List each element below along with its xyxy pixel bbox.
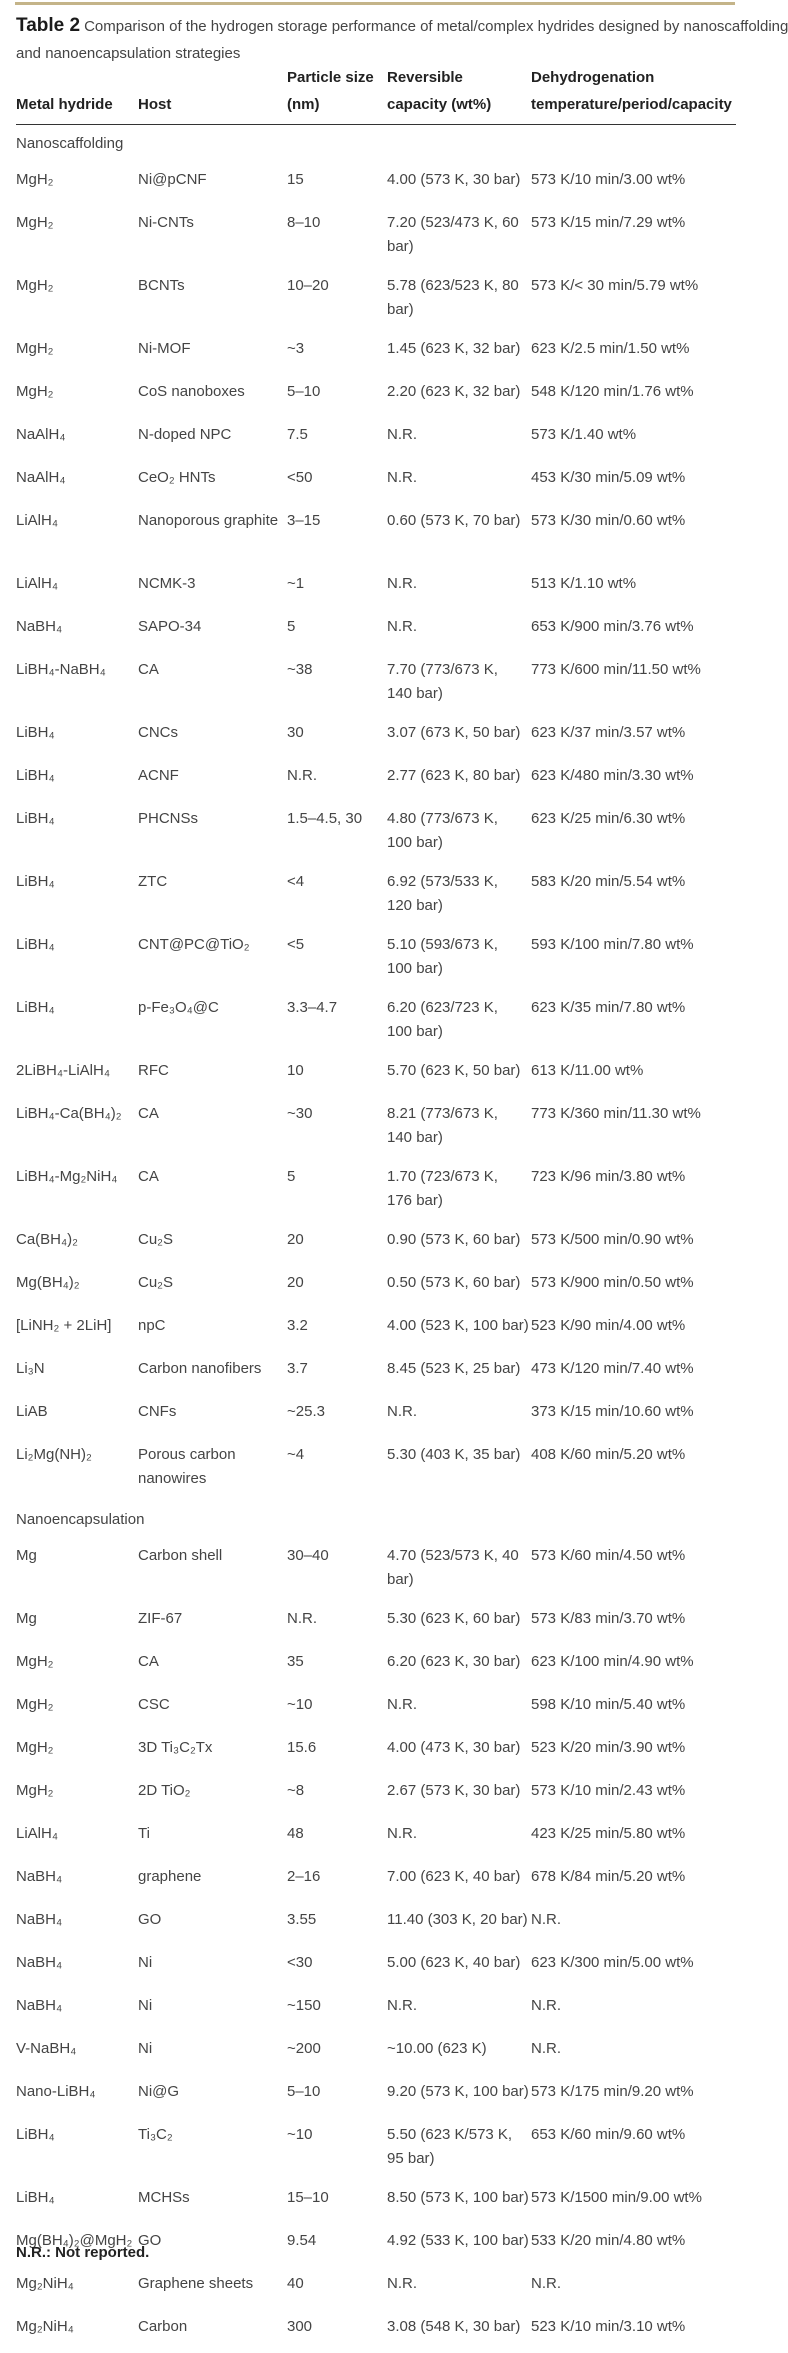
table-row [16, 375, 736, 418]
cell-dehydrogenation: 678 K/84 min/5.20 wt% [531, 1860, 736, 1903]
cell-reversible-capacity: 4.00 (523 K, 100 bar) [387, 1309, 531, 1352]
cell-metal-hydride: LiBH₄-Ca(BH₄)₂ [16, 1097, 138, 1160]
top-rule [15, 2, 735, 5]
table-row [16, 1989, 736, 2032]
table-row [16, 2267, 736, 2310]
cell-host: Carbon [138, 2310, 287, 2353]
cell-metal-hydride: LiAlH₄ [16, 1817, 138, 1860]
cell-particle-size: ~30 [287, 1097, 387, 1160]
cell-reversible-capacity: 2.20 (623 K, 32 bar) [387, 375, 531, 418]
cell-reversible-capacity: 5.00 (623 K, 40 bar) [387, 1946, 531, 1989]
caption-text-line2: and nanoencapsulation strategies [16, 40, 728, 67]
cell-host: CNCs [138, 716, 287, 759]
cell-host: CA [138, 1645, 287, 1688]
table-row [16, 865, 736, 928]
cell-reversible-capacity: 6.20 (623/723 K, 100 bar) [387, 991, 531, 1054]
cell-particle-size: 2–16 [287, 1860, 387, 1903]
cell-dehydrogenation: 573 K/60 min/4.50 wt% [531, 1539, 736, 1602]
cell-host: CA [138, 1160, 287, 1223]
header-metal-hydride: Metal hydride [16, 64, 138, 125]
cell-reversible-capacity: N.R. [387, 418, 531, 461]
cell-particle-size: 5 [287, 1160, 387, 1223]
cell-host: RFC [138, 1054, 287, 1097]
cell-reversible-capacity: 4.80 (773/673 K, 100 bar) [387, 802, 531, 865]
cell-dehydrogenation: 623 K/2.5 min/1.50 wt% [531, 332, 736, 375]
cell-particle-size: 8–10 [287, 206, 387, 269]
caption-text-line1: Comparison of the hydrogen storage performance of metal/complex hydrides designed by nanoscaffolding [84, 18, 788, 35]
cell-dehydrogenation: 573 K/30 min/0.60 wt% [531, 504, 736, 567]
table-row [16, 759, 736, 802]
cell-dehydrogenation: 513 K/1.10 wt% [531, 567, 736, 610]
cell-metal-hydride: MgH₂ [16, 1688, 138, 1731]
cell-metal-hydride: [LiNH₂ + 2LiH] [16, 1309, 138, 1352]
cell-dehydrogenation: 773 K/360 min/11.30 wt% [531, 1097, 736, 1160]
cell-host: CeO₂ HNTs [138, 461, 287, 504]
cell-reversible-capacity: 0.50 (573 K, 60 bar) [387, 1266, 531, 1309]
cell-reversible-capacity: 5.70 (623 K, 50 bar) [387, 1054, 531, 1097]
cell-host: Graphene sheets [138, 2267, 287, 2310]
cell-dehydrogenation: 653 K/60 min/9.60 wt% [531, 2118, 736, 2181]
cell-host: CA [138, 1097, 287, 1160]
table-row [16, 610, 736, 653]
table-row [16, 653, 736, 716]
cell-dehydrogenation: 408 K/60 min/5.20 wt% [531, 1438, 736, 1501]
cell-dehydrogenation: 533 K/20 min/4.80 wt% [531, 2224, 736, 2267]
cell-host: BCNTs [138, 269, 287, 332]
cell-reversible-capacity: 2.67 (573 K, 30 bar) [387, 1774, 531, 1817]
table-row [16, 1903, 736, 1946]
cell-dehydrogenation: 623 K/480 min/3.30 wt% [531, 759, 736, 802]
table-row [16, 1946, 736, 1989]
cell-dehydrogenation: 623 K/35 min/7.80 wt% [531, 991, 736, 1054]
cell-host: 3D Ti₃C₂Tx [138, 1731, 287, 1774]
cell-particle-size: 3–15 [287, 504, 387, 567]
cell-particle-size: <5 [287, 928, 387, 991]
cell-dehydrogenation: 548 K/120 min/1.76 wt% [531, 375, 736, 418]
cell-particle-size: 40 [287, 2267, 387, 2310]
cell-particle-size: <4 [287, 865, 387, 928]
cell-reversible-capacity: N.R. [387, 1989, 531, 2032]
table-body [16, 125, 736, 2353]
cell-dehydrogenation: 523 K/90 min/4.00 wt% [531, 1309, 736, 1352]
cell-dehydrogenation: 623 K/37 min/3.57 wt% [531, 716, 736, 759]
cell-metal-hydride: NaBH₄ [16, 610, 138, 653]
table-row [16, 1223, 736, 1266]
table-row [16, 991, 736, 1054]
cell-metal-hydride: Li₃N [16, 1352, 138, 1395]
cell-dehydrogenation: 573 K/175 min/9.20 wt% [531, 2075, 736, 2118]
cell-host: Cu₂S [138, 1223, 287, 1266]
cell-particle-size: 1.5–4.5, 30 [287, 802, 387, 865]
cell-dehydrogenation: 473 K/120 min/7.40 wt% [531, 1352, 736, 1395]
cell-reversible-capacity: N.R. [387, 461, 531, 504]
table-row [16, 206, 736, 269]
cell-metal-hydride: Ca(BH₄)₂ [16, 1223, 138, 1266]
cell-particle-size: 5–10 [287, 375, 387, 418]
cell-host: Ti₃C₂ [138, 2118, 287, 2181]
cell-particle-size: 35 [287, 1645, 387, 1688]
cell-particle-size: N.R. [287, 1602, 387, 1645]
cell-dehydrogenation: 523 K/10 min/3.10 wt% [531, 2310, 736, 2353]
cell-reversible-capacity: 6.92 (573/533 K, 120 bar) [387, 865, 531, 928]
cell-reversible-capacity: ~10.00 (623 K) [387, 2032, 531, 2075]
cell-particle-size: <30 [287, 1946, 387, 1989]
cell-reversible-capacity: 1.45 (623 K, 32 bar) [387, 332, 531, 375]
cell-metal-hydride: MgH₂ [16, 269, 138, 332]
cell-host: Cu₂S [138, 1266, 287, 1309]
cell-reversible-capacity: N.R. [387, 1395, 531, 1438]
cell-host: SAPO-34 [138, 610, 287, 653]
cell-host: Carbon shell [138, 1539, 287, 1602]
cell-reversible-capacity: 2.77 (623 K, 80 bar) [387, 759, 531, 802]
cell-host: ACNF [138, 759, 287, 802]
cell-reversible-capacity: N.R. [387, 610, 531, 653]
table-row [16, 1054, 736, 1097]
cell-metal-hydride: Mg₂NiH₄ [16, 2310, 138, 2353]
cell-metal-hydride: NaBH₄ [16, 1989, 138, 2032]
cell-host: Ni@pCNF [138, 163, 287, 206]
table-row [16, 1266, 736, 1309]
cell-host: Ni-MOF [138, 332, 287, 375]
cell-dehydrogenation: 573 K/15 min/7.29 wt% [531, 206, 736, 269]
cell-host: Ni [138, 1946, 287, 1989]
cell-metal-hydride: LiBH₄ [16, 2181, 138, 2224]
cell-metal-hydride: MgH₂ [16, 1774, 138, 1817]
cell-reversible-capacity: 9.20 (573 K, 100 bar) [387, 2075, 531, 2118]
table-row [16, 2118, 736, 2181]
cell-dehydrogenation: 573 K/< 30 min/5.79 wt% [531, 269, 736, 332]
table-row [16, 1860, 736, 1903]
cell-dehydrogenation: 453 K/30 min/5.09 wt% [531, 461, 736, 504]
cell-particle-size: ~25.3 [287, 1395, 387, 1438]
cell-metal-hydride: MgH₂ [16, 1731, 138, 1774]
cell-host: p-Fe₃O₄@C [138, 991, 287, 1054]
cell-host: Ni-CNTs [138, 206, 287, 269]
section-row [16, 1501, 736, 1539]
cell-particle-size: 20 [287, 1223, 387, 1266]
cell-reversible-capacity: N.R. [387, 2267, 531, 2310]
cell-metal-hydride: NaBH₄ [16, 1860, 138, 1903]
cell-metal-hydride: LiBH₄ [16, 991, 138, 1054]
cell-dehydrogenation: 583 K/20 min/5.54 wt% [531, 865, 736, 928]
table-row [16, 269, 736, 332]
cell-host: npC [138, 1309, 287, 1352]
table-row [16, 2181, 736, 2224]
table-row [16, 1539, 736, 1602]
table-row [16, 1352, 736, 1395]
cell-particle-size: 3.2 [287, 1309, 387, 1352]
cell-particle-size: 10–20 [287, 269, 387, 332]
cell-reversible-capacity: 7.20 (523/473 K, 60 bar) [387, 206, 531, 269]
cell-host: Ti [138, 1817, 287, 1860]
hydride-table [16, 64, 736, 2353]
cell-reversible-capacity: 5.50 (623 K/573 K, 95 bar) [387, 2118, 531, 2181]
cell-particle-size: 48 [287, 1817, 387, 1860]
header-particle-size: Particle size (nm) [287, 64, 387, 125]
cell-metal-hydride: Li₂Mg(NH)₂ [16, 1438, 138, 1501]
cell-particle-size: 3.7 [287, 1352, 387, 1395]
table-number: Table 2 [16, 15, 80, 36]
cell-dehydrogenation: 653 K/900 min/3.76 wt% [531, 610, 736, 653]
cell-particle-size: ~150 [287, 1989, 387, 2032]
cell-metal-hydride: MgH₂ [16, 163, 138, 206]
cell-particle-size: 15 [287, 163, 387, 206]
cell-dehydrogenation: 623 K/100 min/4.90 wt% [531, 1645, 736, 1688]
cell-reversible-capacity: 11.40 (303 K, 20 bar) [387, 1903, 531, 1946]
cell-reversible-capacity: 4.92 (533 K, 100 bar) [387, 2224, 531, 2267]
table-row [16, 504, 736, 567]
table-row [16, 2032, 736, 2075]
cell-particle-size: 9.54 [287, 2224, 387, 2267]
cell-particle-size: 5 [287, 610, 387, 653]
cell-metal-hydride: Nano-LiBH₄ [16, 2075, 138, 2118]
cell-metal-hydride: MgH₂ [16, 375, 138, 418]
cell-host: Carbon nanofibers [138, 1352, 287, 1395]
cell-dehydrogenation: 523 K/20 min/3.90 wt% [531, 1731, 736, 1774]
cell-metal-hydride: Mg(BH₄)₂ [16, 1266, 138, 1309]
table-row [16, 1817, 736, 1860]
cell-reversible-capacity: 1.70 (723/673 K, 176 bar) [387, 1160, 531, 1223]
cell-reversible-capacity: 6.20 (623 K, 30 bar) [387, 1645, 531, 1688]
cell-host: MCHSs [138, 2181, 287, 2224]
cell-host: Ni [138, 1989, 287, 2032]
cell-host: 2D TiO₂ [138, 1774, 287, 1817]
cell-particle-size: 20 [287, 1266, 387, 1309]
cell-metal-hydride: LiBH₄ [16, 802, 138, 865]
cell-metal-hydride: LiBH₄ [16, 2118, 138, 2181]
cell-host: N-doped NPC [138, 418, 287, 461]
cell-reversible-capacity: 8.21 (773/673 K, 140 bar) [387, 1097, 531, 1160]
cell-metal-hydride: NaBH₄ [16, 1903, 138, 1946]
cell-particle-size: 30 [287, 716, 387, 759]
cell-reversible-capacity: N.R. [387, 1688, 531, 1731]
table-row [16, 1645, 736, 1688]
cell-particle-size: ~10 [287, 2118, 387, 2181]
cell-metal-hydride: Mg(BH₄)₂@MgH₂ [16, 2224, 138, 2267]
header-dehydrogenation: Dehydrogenation temperature/period/capacity [531, 64, 736, 125]
cell-host: Ni [138, 2032, 287, 2075]
cell-host: CoS nanoboxes [138, 375, 287, 418]
cell-dehydrogenation: 593 K/100 min/7.80 wt% [531, 928, 736, 991]
cell-host: graphene [138, 1860, 287, 1903]
cell-dehydrogenation: 573 K/1.40 wt% [531, 418, 736, 461]
table-row [16, 1395, 736, 1438]
cell-particle-size: ~200 [287, 2032, 387, 2075]
cell-reversible-capacity: 3.08 (548 K, 30 bar) [387, 2310, 531, 2353]
cell-metal-hydride: LiAlH₄ [16, 504, 138, 567]
cell-metal-hydride: LiBH₄ [16, 865, 138, 928]
cell-host: GO [138, 2224, 287, 2267]
cell-metal-hydride: LiBH₄ [16, 928, 138, 991]
table-row [16, 1774, 736, 1817]
cell-host: CA [138, 653, 287, 716]
header-host: Host [138, 64, 287, 125]
cell-metal-hydride: V-NaBH₄ [16, 2032, 138, 2075]
table-row [16, 2310, 736, 2353]
cell-reversible-capacity: 0.60 (573 K, 70 bar) [387, 504, 531, 567]
cell-host: Porous carbon nanowires [138, 1438, 287, 1501]
cell-reversible-capacity: 5.30 (623 K, 60 bar) [387, 1602, 531, 1645]
table-row [16, 332, 736, 375]
cell-metal-hydride: MgH₂ [16, 1645, 138, 1688]
table-row [16, 461, 736, 504]
cell-particle-size: ~10 [287, 1688, 387, 1731]
cell-metal-hydride: LiBH₄-NaBH₄ [16, 653, 138, 716]
cell-particle-size: ~4 [287, 1438, 387, 1501]
cell-metal-hydride: LiBH₄-Mg₂NiH₄ [16, 1160, 138, 1223]
cell-metal-hydride: NaBH₄ [16, 1946, 138, 1989]
table-row [16, 1309, 736, 1352]
section-label: Nanoscaffolding [16, 125, 736, 164]
cell-reversible-capacity: 5.30 (403 K, 35 bar) [387, 1438, 531, 1501]
cell-dehydrogenation: 573 K/10 min/2.43 wt% [531, 1774, 736, 1817]
cell-host: CNFs [138, 1395, 287, 1438]
table-row [16, 163, 736, 206]
cell-reversible-capacity: 8.50 (573 K, 100 bar) [387, 2181, 531, 2224]
cell-dehydrogenation: 613 K/11.00 wt% [531, 1054, 736, 1097]
cell-particle-size: 15–10 [287, 2181, 387, 2224]
cell-reversible-capacity: 0.90 (573 K, 60 bar) [387, 1223, 531, 1266]
cell-reversible-capacity: 8.45 (523 K, 25 bar) [387, 1352, 531, 1395]
cell-particle-size: 3.55 [287, 1903, 387, 1946]
cell-dehydrogenation: 573 K/900 min/0.50 wt% [531, 1266, 736, 1309]
table-row [16, 1160, 736, 1223]
cell-dehydrogenation: N.R. [531, 1903, 736, 1946]
header-row [16, 64, 736, 125]
cell-metal-hydride: NaAlH₄ [16, 461, 138, 504]
cell-host: Nanoporous graphite [138, 504, 287, 567]
cell-particle-size: 7.5 [287, 418, 387, 461]
cell-dehydrogenation: 573 K/1500 min/9.00 wt% [531, 2181, 736, 2224]
cell-host: NCMK-3 [138, 567, 287, 610]
cell-dehydrogenation: 573 K/500 min/0.90 wt% [531, 1223, 736, 1266]
cell-dehydrogenation: 573 K/10 min/3.00 wt% [531, 163, 736, 206]
table-caption [16, 12, 728, 67]
cell-reversible-capacity: 7.70 (773/673 K, 140 bar) [387, 653, 531, 716]
header-reversible-capacity: Reversible capacity (wt%) [387, 64, 531, 125]
cell-reversible-capacity: 5.10 (593/673 K, 100 bar) [387, 928, 531, 991]
cell-reversible-capacity: 4.00 (473 K, 30 bar) [387, 1731, 531, 1774]
cell-reversible-capacity: 4.70 (523/573 K, 40 bar) [387, 1539, 531, 1602]
cell-metal-hydride: LiAB [16, 1395, 138, 1438]
footnote: N.R.: Not reported. [16, 2244, 149, 2261]
table-row [16, 567, 736, 610]
cell-metal-hydride: MgH₂ [16, 206, 138, 269]
cell-host: CNT@PC@TiO₂ [138, 928, 287, 991]
cell-reversible-capacity: 3.07 (673 K, 50 bar) [387, 716, 531, 759]
cell-metal-hydride: Mg [16, 1539, 138, 1602]
cell-particle-size: 15.6 [287, 1731, 387, 1774]
cell-dehydrogenation: N.R. [531, 2032, 736, 2075]
cell-dehydrogenation: N.R. [531, 2267, 736, 2310]
cell-dehydrogenation: N.R. [531, 1989, 736, 2032]
table-row [16, 1688, 736, 1731]
cell-metal-hydride: LiAlH₄ [16, 567, 138, 610]
cell-particle-size: 5–10 [287, 2075, 387, 2118]
cell-dehydrogenation: 623 K/25 min/6.30 wt% [531, 802, 736, 865]
cell-host: ZIF-67 [138, 1602, 287, 1645]
cell-metal-hydride: Mg₂NiH₄ [16, 2267, 138, 2310]
table-row [16, 716, 736, 759]
cell-particle-size: N.R. [287, 759, 387, 802]
cell-metal-hydride: 2LiBH₄-LiAlH₄ [16, 1054, 138, 1097]
table-row [16, 1438, 736, 1501]
cell-particle-size: 300 [287, 2310, 387, 2353]
table-row [16, 1602, 736, 1645]
cell-metal-hydride: NaAlH₄ [16, 418, 138, 461]
cell-dehydrogenation: 373 K/15 min/10.60 wt% [531, 1395, 736, 1438]
cell-metal-hydride: MgH₂ [16, 332, 138, 375]
cell-particle-size: ~1 [287, 567, 387, 610]
cell-host: ZTC [138, 865, 287, 928]
cell-metal-hydride: LiBH₄ [16, 716, 138, 759]
table-row [16, 2075, 736, 2118]
cell-metal-hydride: Mg [16, 1602, 138, 1645]
table-row [16, 1097, 736, 1160]
section-label: Nanoencapsulation [16, 1501, 736, 1539]
cell-particle-size: 30–40 [287, 1539, 387, 1602]
cell-particle-size: ~8 [287, 1774, 387, 1817]
cell-particle-size: 3.3–4.7 [287, 991, 387, 1054]
cell-dehydrogenation: 623 K/300 min/5.00 wt% [531, 1946, 736, 1989]
cell-dehydrogenation: 723 K/96 min/3.80 wt% [531, 1160, 736, 1223]
cell-reversible-capacity: 7.00 (623 K, 40 bar) [387, 1860, 531, 1903]
cell-reversible-capacity: N.R. [387, 1817, 531, 1860]
cell-particle-size: ~38 [287, 653, 387, 716]
cell-particle-size: <50 [287, 461, 387, 504]
cell-dehydrogenation: 598 K/10 min/5.40 wt% [531, 1688, 736, 1731]
cell-dehydrogenation: 573 K/83 min/3.70 wt% [531, 1602, 736, 1645]
cell-host: CSC [138, 1688, 287, 1731]
cell-host: PHCNSs [138, 802, 287, 865]
table-row [16, 1731, 736, 1774]
cell-metal-hydride: LiBH₄ [16, 759, 138, 802]
cell-dehydrogenation: 773 K/600 min/11.50 wt% [531, 653, 736, 716]
cell-host: GO [138, 1903, 287, 1946]
cell-reversible-capacity: 4.00 (573 K, 30 bar) [387, 163, 531, 206]
cell-particle-size: 10 [287, 1054, 387, 1097]
section-row [16, 125, 736, 164]
cell-host: Ni@G [138, 2075, 287, 2118]
table-row [16, 802, 736, 865]
table-row [16, 418, 736, 461]
cell-dehydrogenation: 423 K/25 min/5.80 wt% [531, 1817, 736, 1860]
cell-reversible-capacity: N.R. [387, 567, 531, 610]
cell-particle-size: ~3 [287, 332, 387, 375]
table-row [16, 928, 736, 991]
cell-reversible-capacity: 5.78 (623/523 K, 80 bar) [387, 269, 531, 332]
